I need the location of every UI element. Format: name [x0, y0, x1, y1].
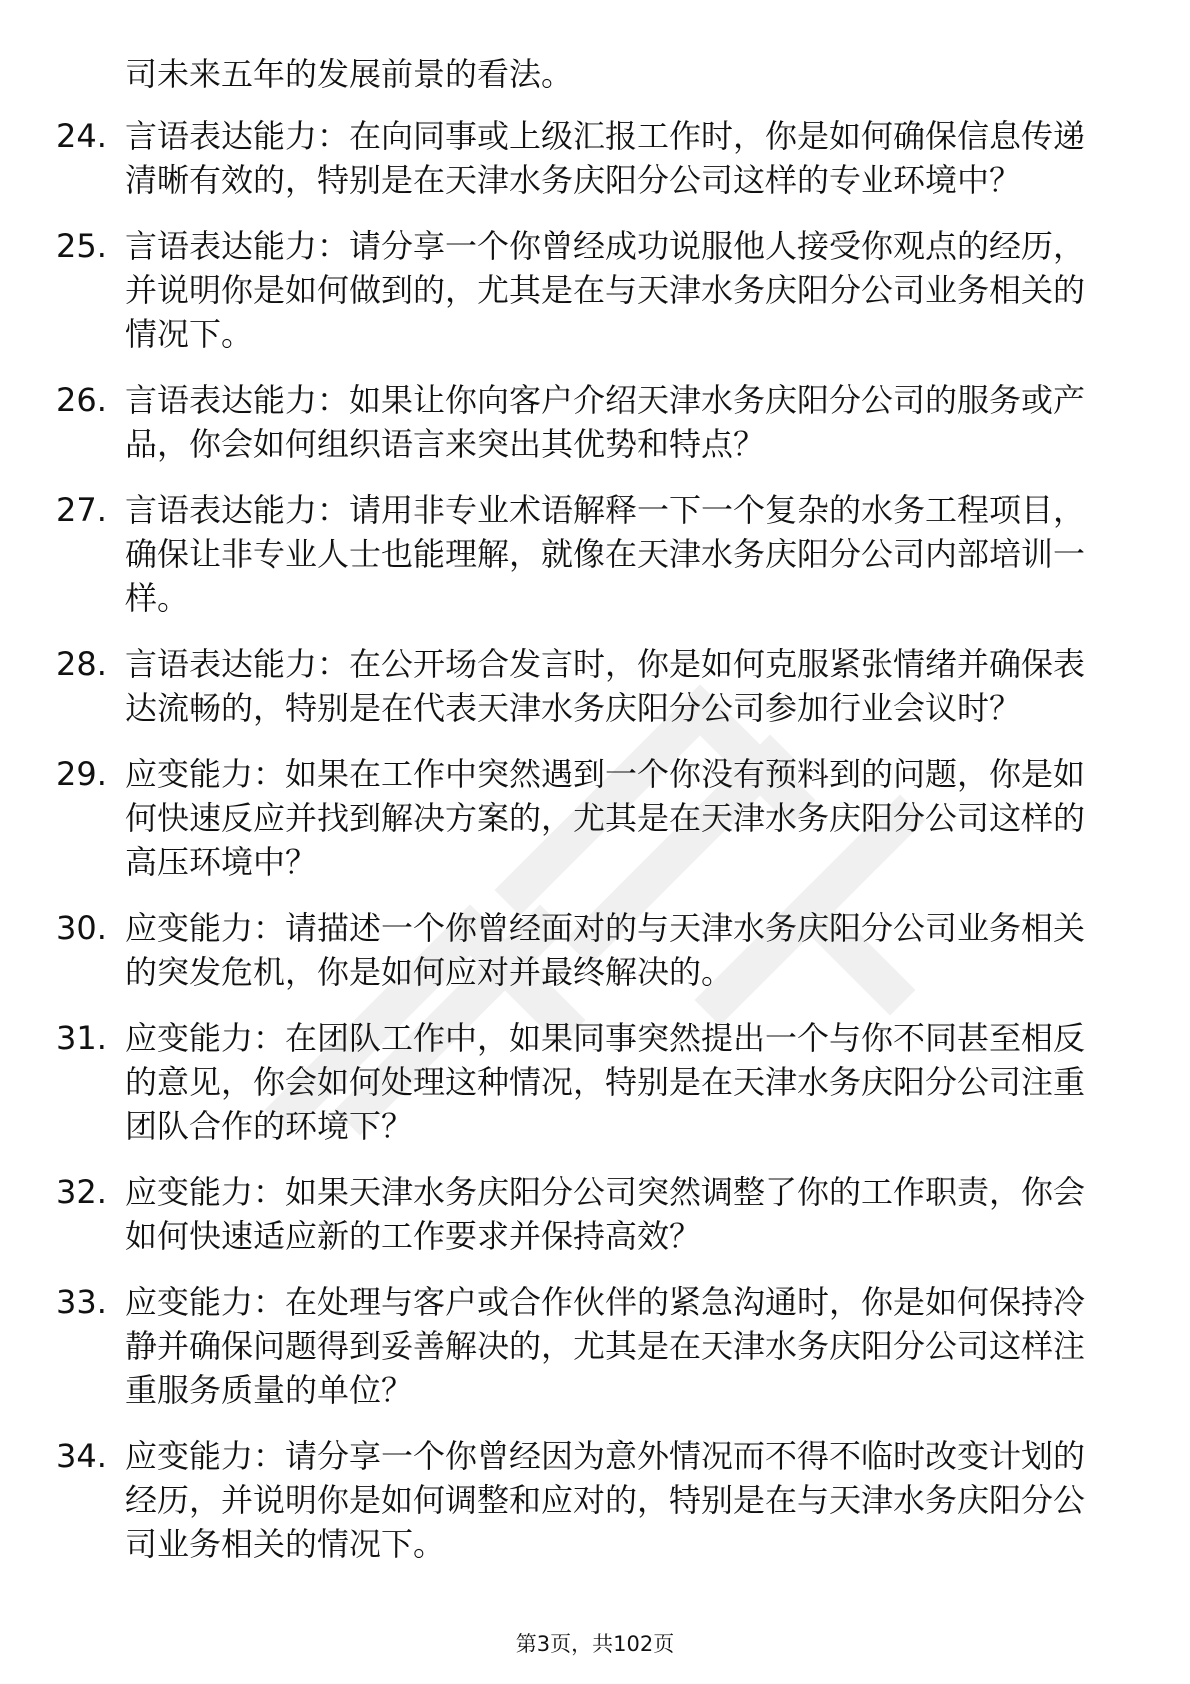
list-item — [0, 1016, 1105, 1148]
question-number: 34. — [56, 1437, 107, 1475]
question-text: 应变能力：如果天津水务庆阳分公司突然调整了你的工作职责，你会如何快速适应新的工作要求并保持高效？ — [125, 1173, 1086, 1255]
question-text: 言语表达能力：在公开场合发言时，你是如何克服紧张情绪并确保表达流畅的，特别是在代表天津水务庆阳分公司参加行业会议时？ — [125, 645, 1086, 727]
question-text: 应变能力：在团队工作中，如果同事突然提出一个与你不同甚至相反的意见，你会如何处理这种情况，特别是在天津水务庆阳分公司注重团队合作的环境下？ — [125, 1019, 1086, 1145]
list-item — [0, 378, 1105, 466]
question-text: 应变能力：在处理与客户或合作伙伴的紧急沟通时，你是如何保持冷静并确保问题得到妥善解决的，尤其是在天津水务庆阳分公司这样注重服务质量的单位？ — [125, 1283, 1086, 1409]
list-item — [0, 224, 1105, 356]
list-item — [0, 752, 1105, 884]
question-number: 28. — [56, 645, 107, 683]
question-text: 应变能力：请分享一个你曾经因为意外情况而不得不临时改变计划的经历，并说明你是如何调整和应对的，特别是在与天津水务庆阳分公司业务相关的情况下。 — [125, 1437, 1086, 1563]
question-number: 25. — [56, 227, 107, 265]
question-text: 言语表达能力：在向同事或上级汇报工作时，你是如何确保信息传递清晰有效的，特别是在天津水务庆阳分公司这样的专业环境中？ — [125, 117, 1086, 199]
question-text: 言语表达能力：请分享一个你曾经成功说服他人接受你观点的经历，并说明你是如何做到的，尤其是在与天津水务庆阳分公司业务相关的情况下。 — [125, 227, 1086, 353]
question-text: 言语表达能力：如果让你向客户介绍天津水务庆阳分公司的服务或产品，你会如何组织语言来突出其优势和特点？ — [125, 381, 1086, 463]
question-number: 30. — [56, 909, 107, 947]
continuation-text: 司未来五年的发展前景的看法。 — [125, 55, 574, 93]
question-text: 言语表达能力：请用非专业术语解释一下一个复杂的水务工程项目，确保让非专业人士也能理解，就像在天津水务庆阳分公司内部培训一样。 — [125, 491, 1086, 617]
list-item — [0, 1280, 1105, 1412]
list-item — [0, 1170, 1105, 1258]
list-item — [0, 906, 1105, 994]
question-text: 应变能力：如果在工作中突然遇到一个你没有预料到的问题，你是如何快速反应并找到解决方案的，尤其是在天津水务庆阳分公司这样的高压环境中？ — [125, 755, 1086, 881]
question-number: 31. — [56, 1019, 107, 1057]
question-list — [0, 114, 1190, 1588]
question-number: 27. — [56, 491, 107, 529]
question-text: 应变能力：请描述一个你曾经面对的与天津水务庆阳分公司业务相关的突发危机，你是如何应对并最终解决的。 — [125, 909, 1086, 991]
list-item — [0, 1434, 1105, 1566]
list-item — [0, 488, 1105, 620]
question-number: 24. — [56, 117, 107, 155]
question-number: 32. — [56, 1173, 107, 1211]
question-number: 29. — [56, 755, 107, 793]
question-number: 26. — [56, 381, 107, 419]
list-item — [0, 114, 1105, 202]
list-item — [0, 642, 1105, 730]
question-number: 33. — [56, 1283, 107, 1321]
page-indicator: 第3页，共102页 — [515, 1632, 675, 1656]
